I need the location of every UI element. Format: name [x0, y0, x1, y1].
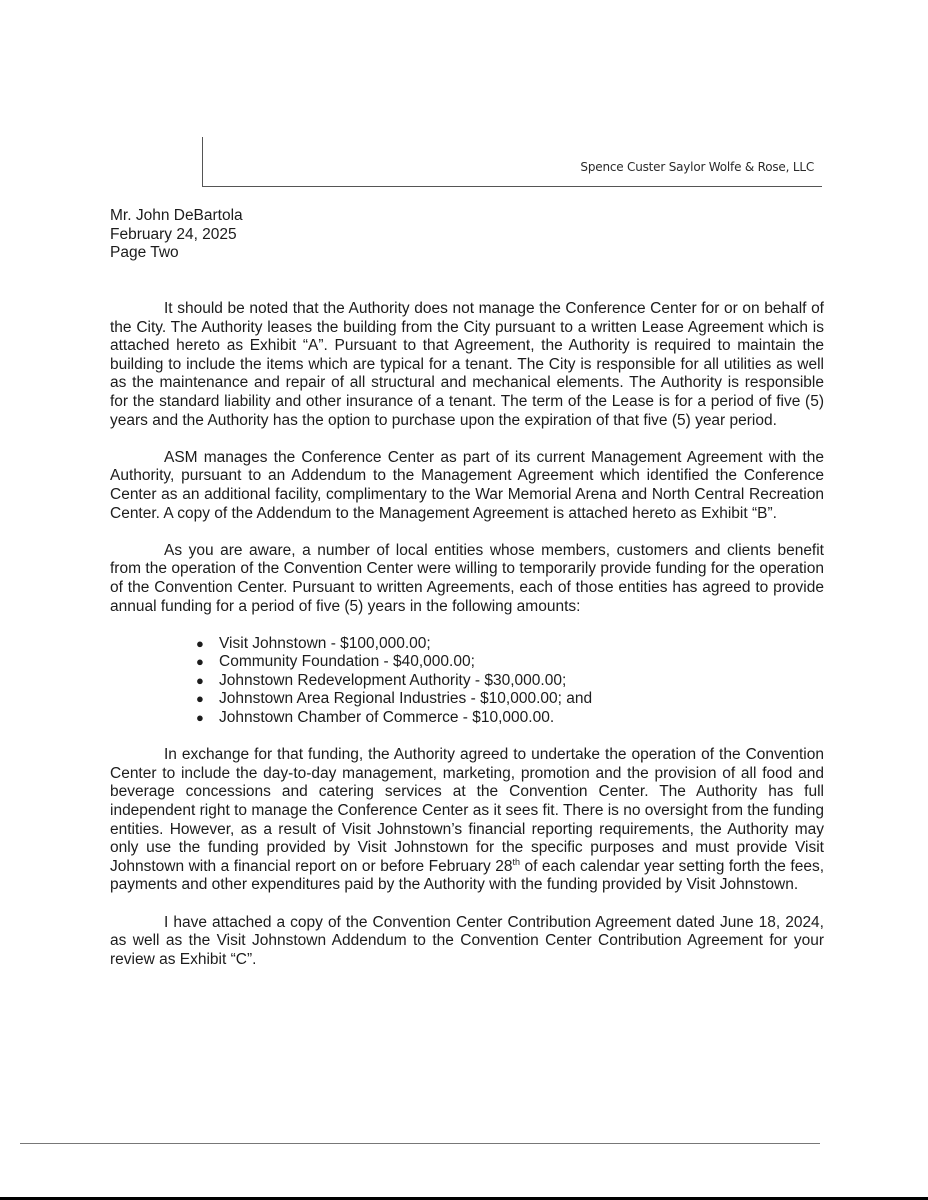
funding-list	[110, 635, 824, 728]
list-item-text: Johnstown Area Regional Industries - $10,000.00; and	[219, 690, 593, 708]
list-item	[196, 672, 824, 691]
paragraph-closing: I have attached a copy of the Convention Center Contribution Agreement dated June 18, 2024, as well as the Visit Johnstown Addendum to the Convention Center Contribution Agreement for your review as Exhibit “C”.	[110, 913, 824, 968]
recipient-name: Mr. John DeBartola	[110, 207, 243, 224]
exchange-text-end: of each calendar year setting forth the fees, payments and other expenditures paid by the Authority with the funding provided by Visit Johnstown.	[110, 857, 825, 894]
bullet-dot-icon: ●	[196, 691, 204, 707]
letterhead-vertical-rule	[202, 137, 203, 187]
paragraph-lease: It should be noted that the Authority does not manage the Conference Center for or on behalf of the City. The Authority leases the building from the City pursuant to a written Lease Agreement which is attached hereto as Exhibit “A”. Pursuant to that Agreement, the Authority is required to maintain the building to include the items which are typical for a tenant. The City is responsible for all utilities as well as the maintenance and repair of all structural and mechanical elements. The Authority is responsible for the standard liability and other insurance of a tenant. The term of the Lease is for a period of five (5) years and the Authority has the option to purchase upon the expiration of that five (5) year period.	[110, 300, 824, 429]
paragraph-exchange	[110, 746, 824, 895]
letter-date: February 24, 2025	[110, 225, 237, 243]
letterhead-horizontal-rule	[202, 186, 822, 187]
paragraph-funding: As you are aware, a number of local entities whose members, customers and clients benefit from the operation of the Convention Center were willing to temporarily provide funding for the operation of the Convention Center. Pursuant to written Agreements, each of those entities has agreed to provide annual funding for a period of five (5) years in the following amounts:	[110, 541, 824, 615]
address-block	[110, 207, 243, 263]
paragraph-management: ASM manages the Conference Center as part of its current Management Agreement with the Authority, pursuant to an Addendum to the Management Agreement which identified the Conference Center as an additional facility, complimentary to the War Memorial Arena and North Central Recreation Center. A copy of the Addendum to the Management Agreement is attached hereto as Exhibit “B”.	[110, 448, 824, 522]
bullet-dot-icon: ●	[196, 654, 204, 670]
list-item-text: Johnstown Chamber of Commerce - $10,000.00.	[219, 709, 555, 727]
list-item-text: Johnstown Redevelopment Authority - $30,000.00;	[219, 671, 567, 689]
list-item-text: Visit Johnstown - $100,000.00;	[219, 634, 431, 652]
bullet-dot-icon: ●	[196, 672, 204, 688]
list-item-text: Community Foundation - $40,000.00;	[219, 653, 475, 671]
list-item	[196, 653, 824, 672]
list-item	[196, 635, 824, 654]
ordinal-suffix: th	[512, 856, 520, 867]
footer-rule	[20, 1143, 820, 1144]
bullet-dot-icon: ●	[196, 635, 204, 651]
list-item	[196, 690, 824, 709]
bullet-dot-icon: ●	[196, 710, 204, 726]
firm-name: Spence Custer Saylor Wolfe & Rose, LLC	[580, 160, 814, 174]
list-item	[196, 709, 824, 728]
page-label: Page Two	[110, 244, 179, 261]
exchange-text-start: In exchange for that funding, the Authority agreed to undertake the operation of the Convention Center to include the day-to-day management, marketing, promotion and the provision of all food and beverage concessions and catering services at the Convention Center. The Authority has full independent right to manage the Conference Center as it sees fit. There is no oversight from the funding entities. However, as a result of Visit Johnstown’s financial reporting requirements, the Authority may only use the funding provided by Visit Johnstown for the specific purposes and must provide Visit Johnstown with a financial report on or before February 28	[110, 746, 824, 875]
letter-body	[110, 300, 824, 969]
